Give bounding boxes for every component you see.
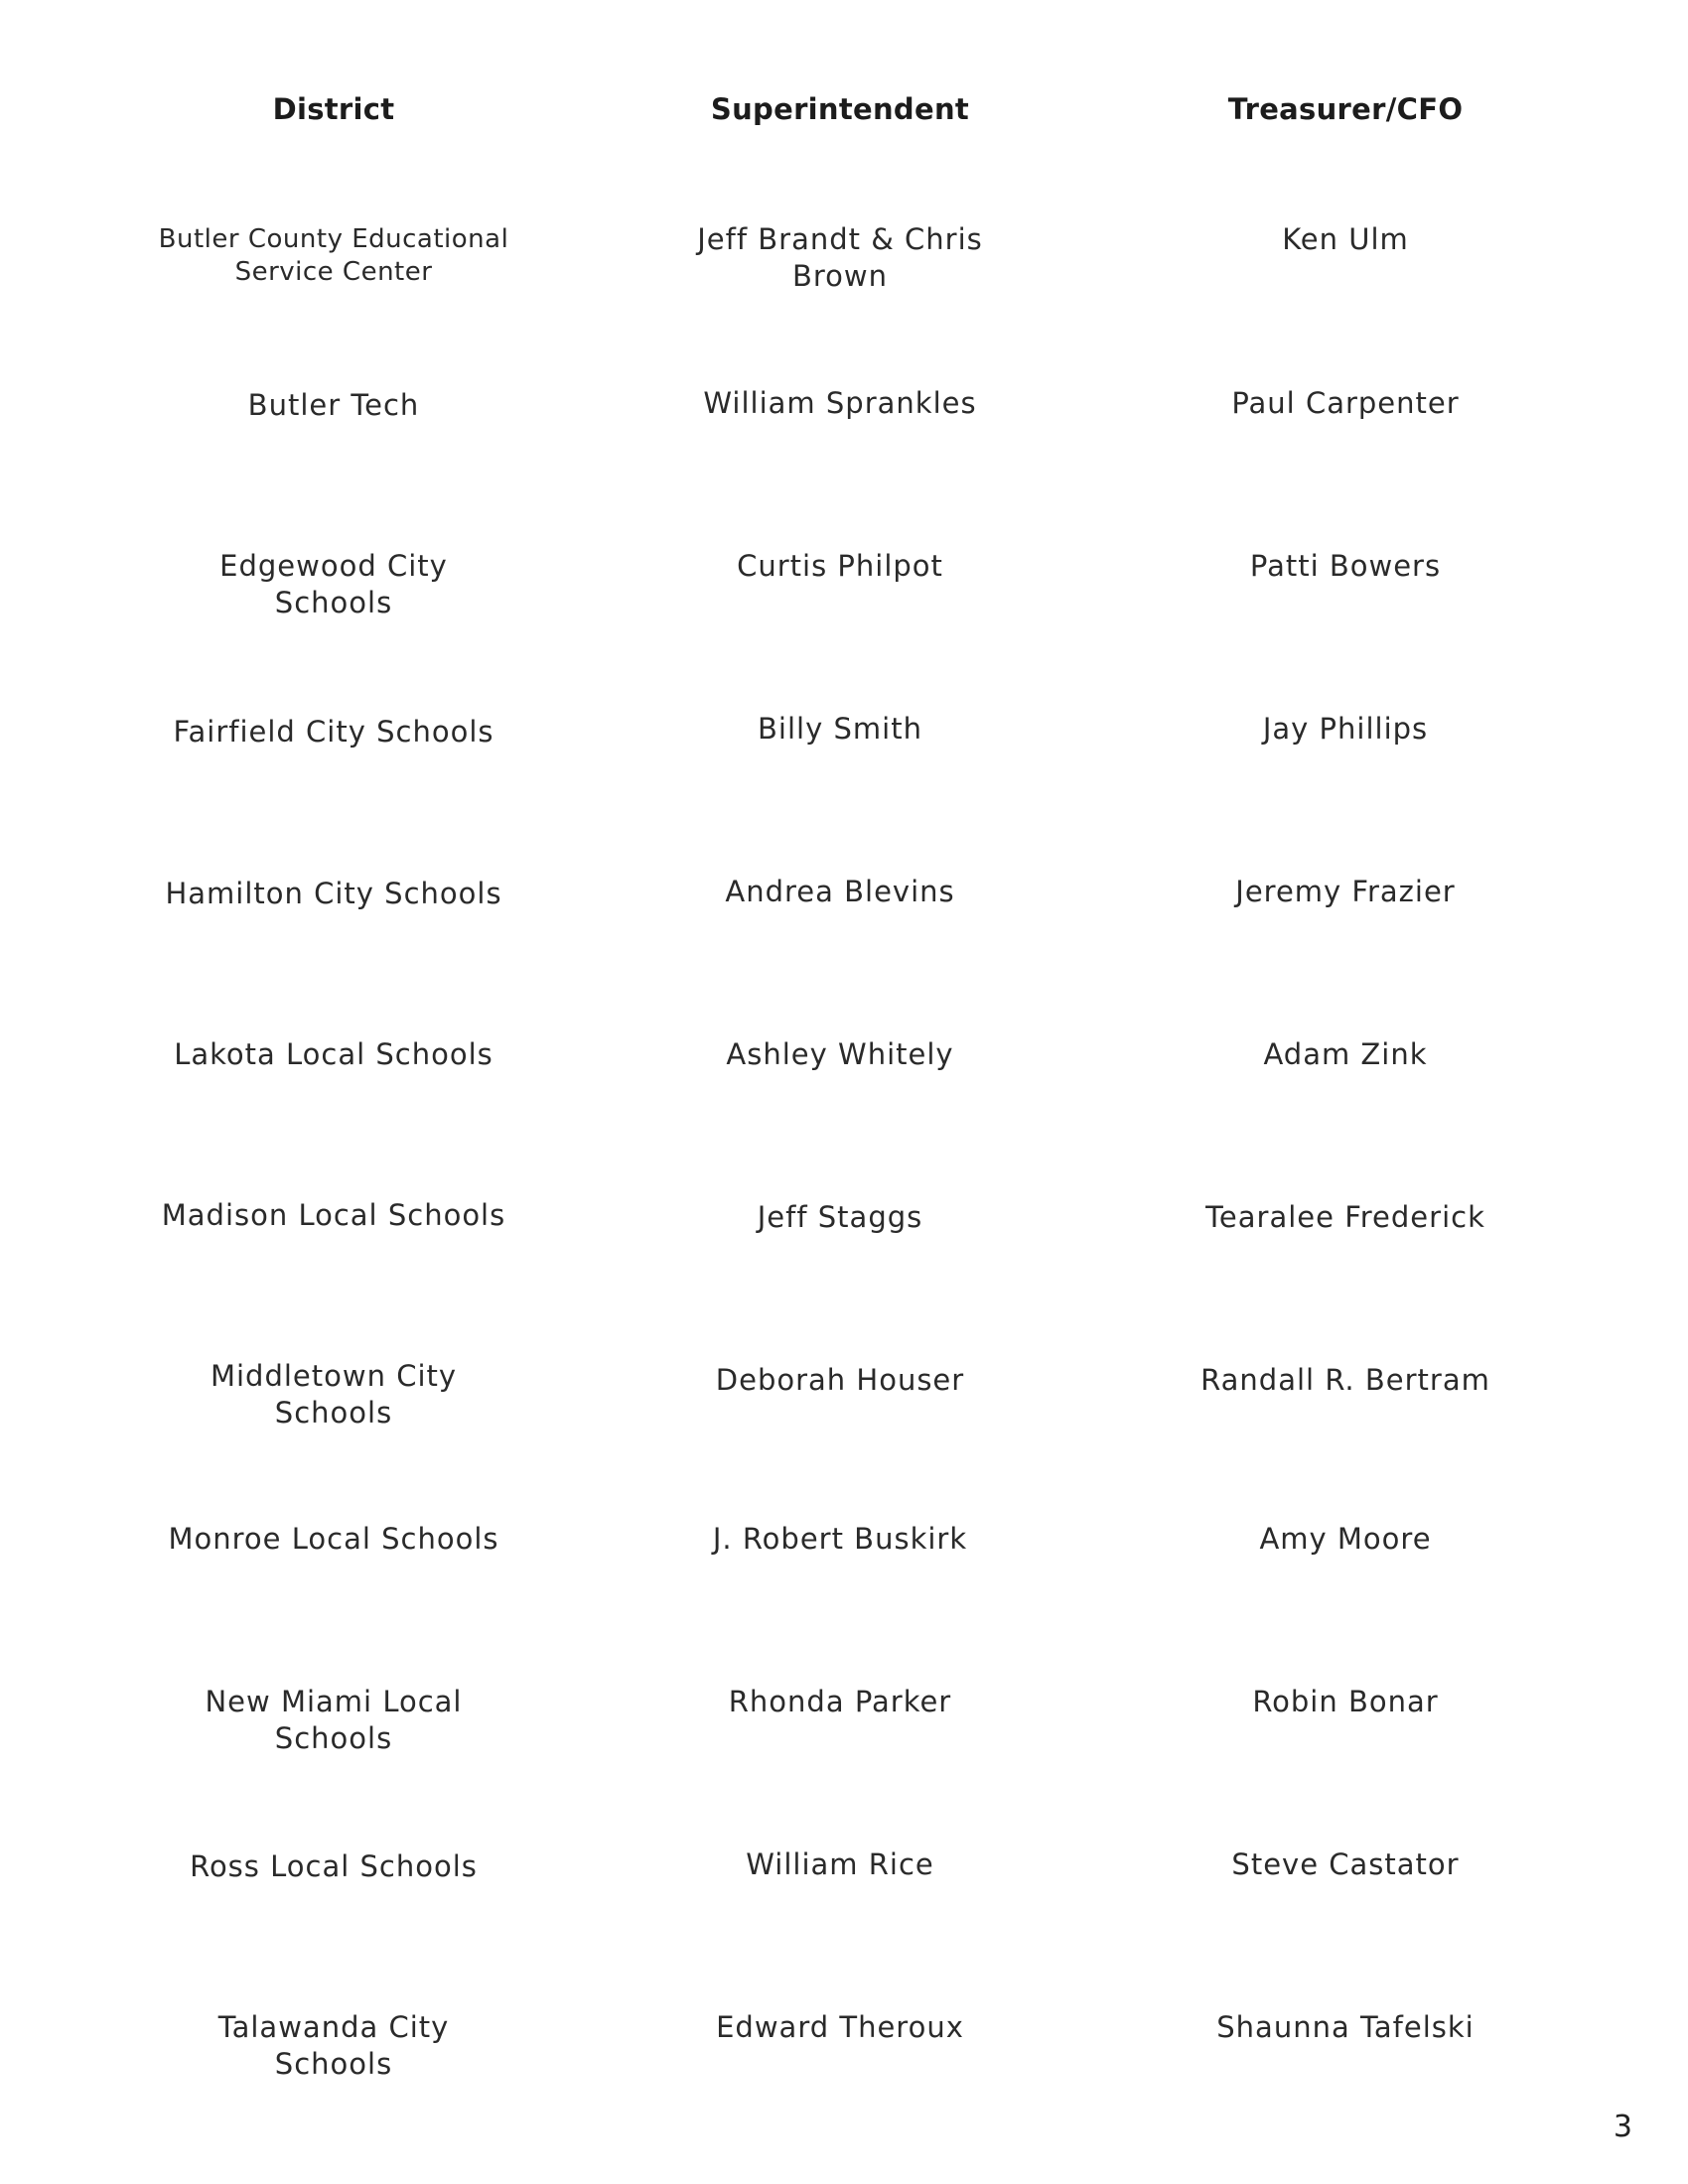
- table-row: [0, 1684, 1688, 1803]
- district-cell: Lakota Local Schools: [174, 1037, 493, 1071]
- table-row: [0, 1846, 1688, 1966]
- district-cell: Middletown City Schools: [210, 1359, 458, 1430]
- superintendent-cell: J. Robert Buskirk: [712, 1522, 968, 1556]
- superintendent-cell: Curtis Philpot: [737, 549, 943, 583]
- superintendent-cell: Edward Theroux: [716, 2010, 964, 2044]
- table-row: [0, 1521, 1688, 1640]
- treasurer-cell: Paul Carpenter: [1231, 386, 1460, 420]
- district-column-header: District: [272, 92, 395, 126]
- superintendent-cell: Jeff Brandt & Chris Brown: [697, 222, 983, 293]
- page-number: 3: [1613, 2110, 1632, 2144]
- treasurer-cell: Tearalee Frederick: [1205, 1200, 1485, 1234]
- table-row: [0, 711, 1688, 830]
- superintendent-cell: Rhonda Parker: [728, 1685, 952, 1718]
- superintendent-cell: William Sprankles: [703, 386, 977, 420]
- superintendent-cell: Ashley Whitely: [726, 1037, 954, 1071]
- district-cell: Butler Tech: [247, 388, 420, 422]
- district-cell: Monroe Local Schools: [168, 1522, 499, 1556]
- district-cell: Butler County Educational Service Center: [158, 224, 509, 287]
- treasurer-cell: Ken Ulm: [1282, 222, 1409, 256]
- superintendent-column-header: Superintendent: [710, 92, 970, 126]
- district-cell: Ross Local Schools: [190, 1849, 478, 1883]
- treasurer-column-header: Treasurer/CFO: [1227, 92, 1464, 126]
- table-row: [0, 221, 1688, 341]
- district-cell: Edgewood City Schools: [219, 549, 448, 619]
- treasurer-cell: Patti Bowers: [1249, 549, 1442, 583]
- superintendent-cell: Deborah Houser: [715, 1363, 965, 1397]
- table-row: [0, 548, 1688, 667]
- superintendent-cell: Andrea Blevins: [725, 875, 955, 908]
- superintendent-cell: William Rice: [746, 1847, 934, 1881]
- treasurer-cell: Shaunna Tafelski: [1216, 2010, 1475, 2044]
- table-row: [0, 2009, 1688, 2128]
- treasurer-cell: Randall R. Bertram: [1200, 1363, 1490, 1397]
- table-row: [0, 1358, 1688, 1477]
- treasurer-cell: Robin Bonar: [1252, 1685, 1439, 1718]
- table-row: [0, 1197, 1688, 1316]
- superintendent-cell: Jeff Staggs: [757, 1200, 923, 1234]
- district-cell: Hamilton City Schools: [165, 877, 502, 910]
- treasurer-cell: Adam Zink: [1263, 1037, 1428, 1071]
- treasurer-cell: Jeremy Frazier: [1235, 875, 1456, 908]
- superintendent-cell: Billy Smith: [758, 712, 922, 746]
- district-cell: Fairfield City Schools: [173, 715, 494, 749]
- table-row: [0, 385, 1688, 504]
- table-row: [0, 1036, 1688, 1156]
- district-cell: New Miami Local Schools: [205, 1685, 463, 1755]
- table-row: [0, 874, 1688, 993]
- treasurer-cell: Jay Phillips: [1262, 712, 1429, 746]
- district-cell: Talawanda City Schools: [217, 2010, 450, 2081]
- treasurer-cell: Amy Moore: [1259, 1522, 1432, 1556]
- district-cell: Madison Local Schools: [161, 1198, 506, 1232]
- treasurer-cell: Steve Castator: [1231, 1847, 1460, 1881]
